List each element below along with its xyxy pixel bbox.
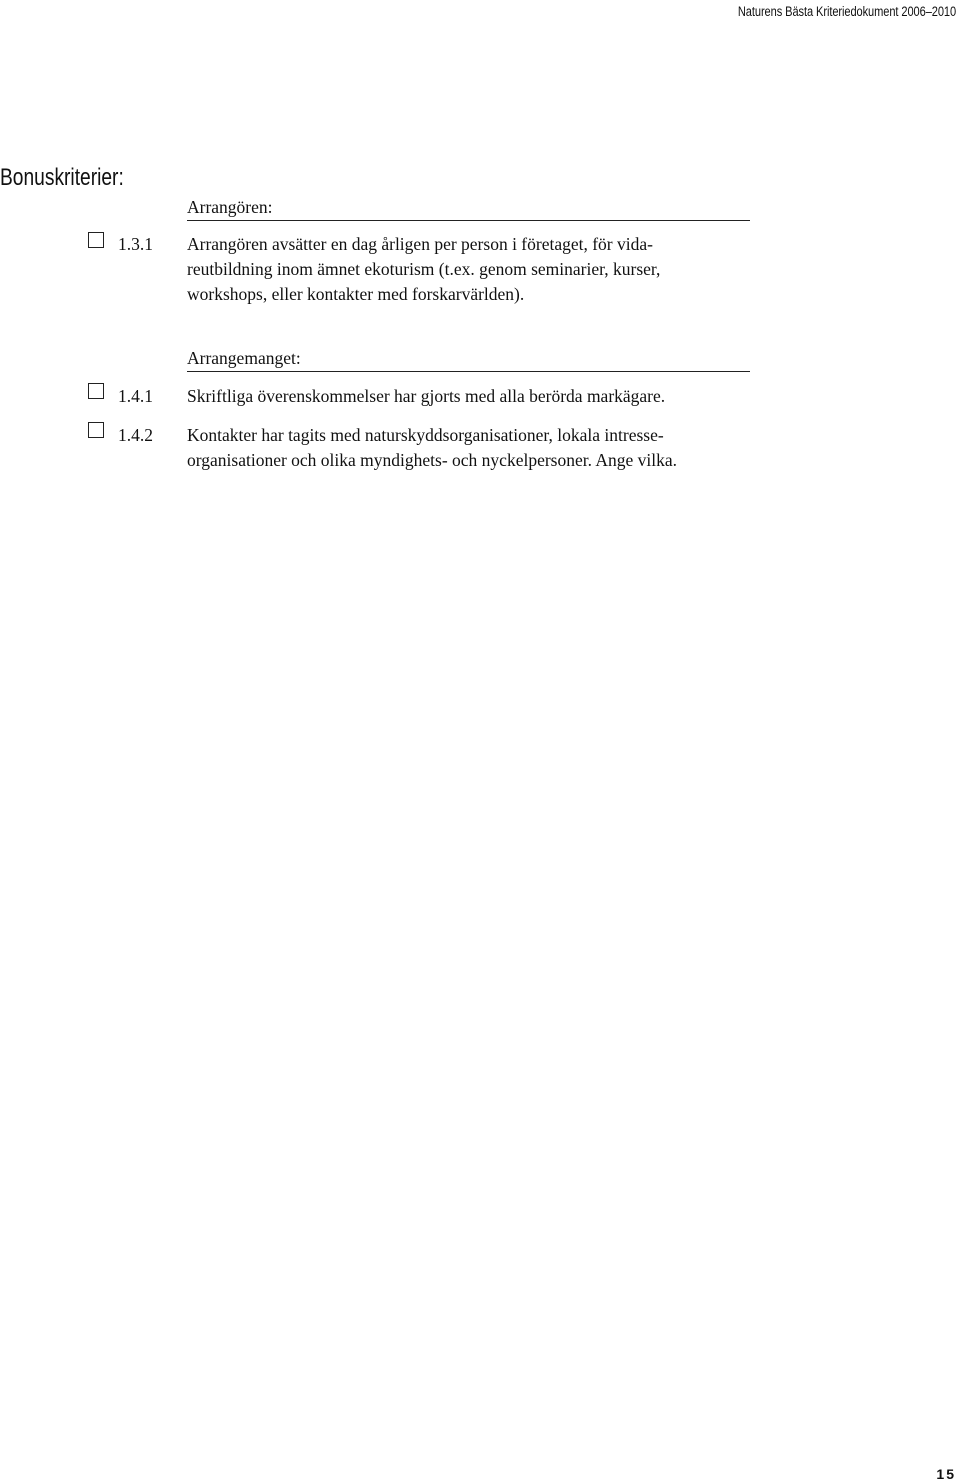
checkbox-1-4-2[interactable]	[88, 422, 104, 438]
criterion-number: 1.4.1	[118, 386, 153, 406]
criterion-text-line: organisationer och olika myndighets- och nyckelpersoner. Ange vilka.	[187, 450, 678, 470]
group-title-arrangoren: Arrangören:	[187, 196, 750, 221]
checkbox-1-4-1[interactable]	[88, 383, 104, 399]
criterion-number: 1.4.2	[118, 425, 153, 445]
criterion-text-line: reutbildning inom ämnet ekoturism (t.ex. genom seminarier, kurser,	[187, 259, 661, 279]
page-number: 15	[936, 1466, 956, 1482]
section-heading: Bonuskriterier:	[0, 164, 124, 191]
criterion-text-line: Arrangören avsätter en dag årligen per person i företaget, för vida-	[187, 234, 653, 254]
checkbox-1-3-1[interactable]	[88, 232, 104, 248]
criterion-number: 1.3.1	[118, 234, 153, 254]
criterion-text-line: Kontakter har tagits med naturskyddsorganisationer, lokala intresse-	[187, 425, 664, 445]
criterion-text-line: workshops, eller kontakter med forskarvärlden).	[187, 284, 525, 304]
criterion-text	[187, 423, 762, 473]
running-header: Naturens Bästa Kriteriedokument 2006–2010	[737, 4, 956, 19]
criterion-text	[187, 384, 762, 409]
criterion-text-line: Skriftliga överenskommelser har gjorts med alla berörda markägare.	[187, 386, 666, 406]
criterion-text	[187, 232, 762, 307]
group-title-arrangemanget: Arrangemanget:	[187, 347, 750, 372]
